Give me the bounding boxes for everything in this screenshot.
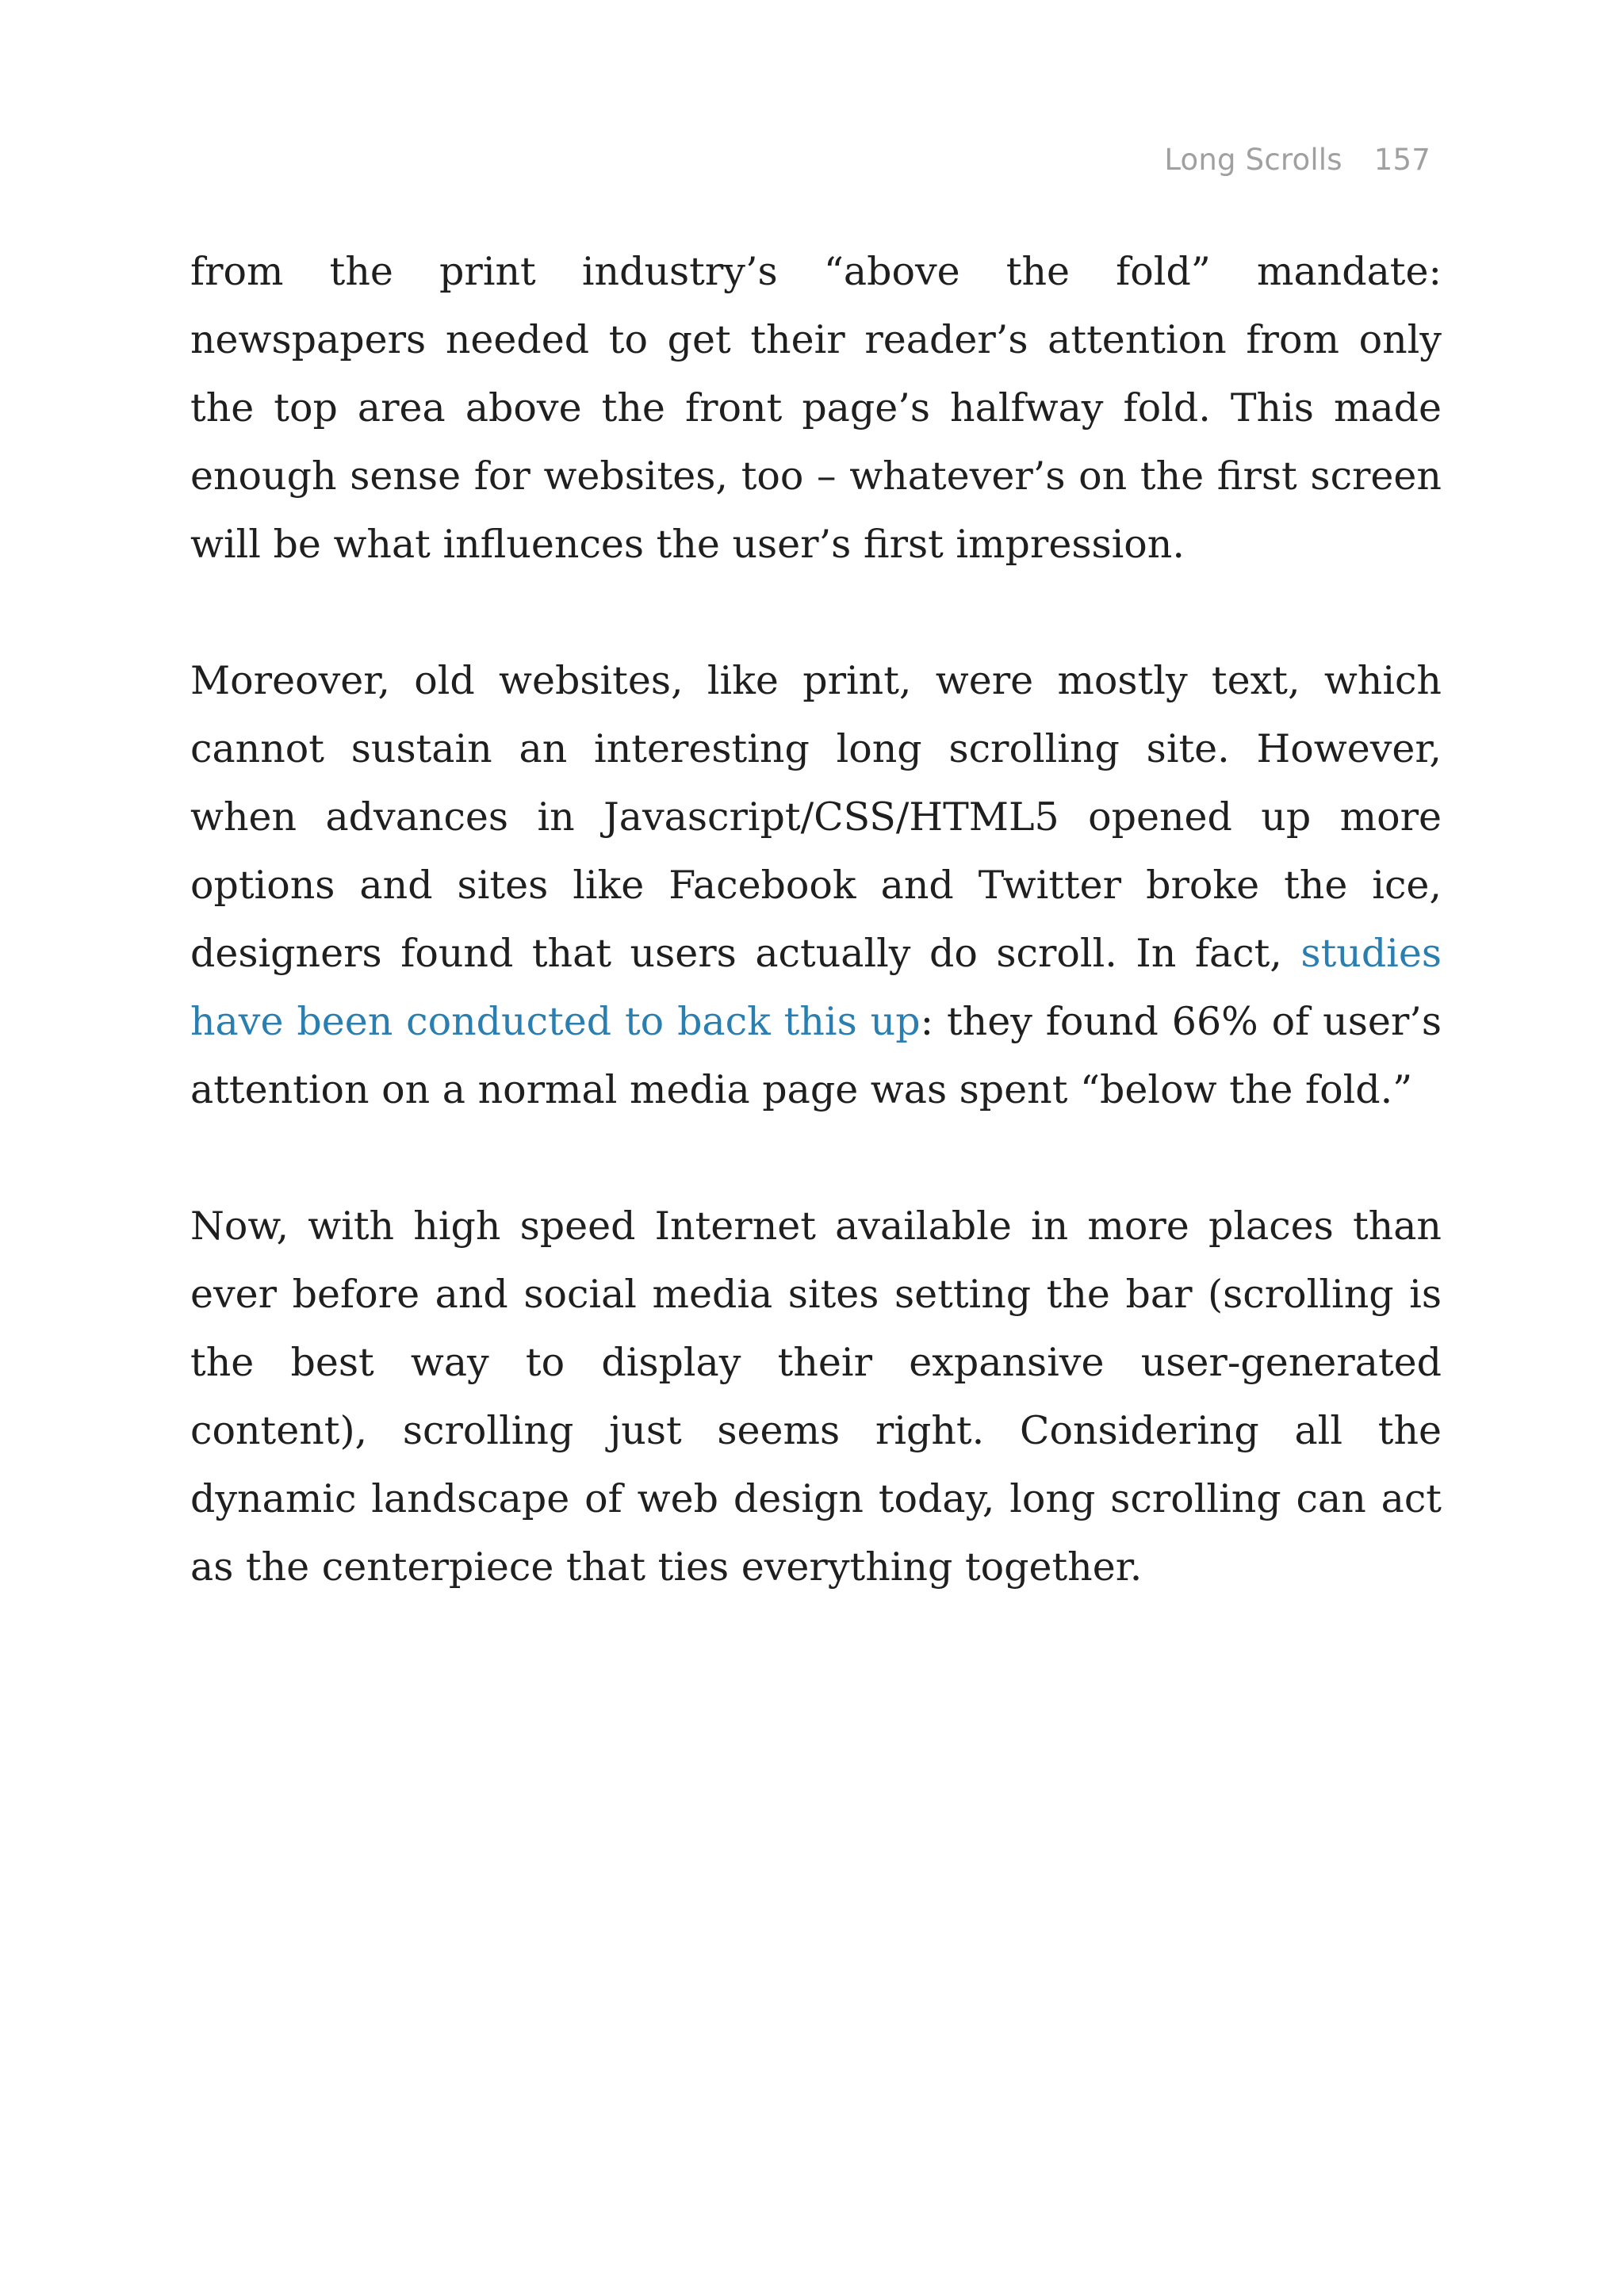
body-text — [190, 238, 1442, 1601]
studies-link[interactable]: studies have been conducted to back this up — [190, 931, 1442, 1044]
paragraph-1: from the print industry’s “above the fold” mandate: newspapers needed to get their reader’s attention from only the top area above the front page’s halfway fold. This made enough sense for websites, too – whatever’s on the first screen will be what influences the user’s first impression. — [190, 249, 1442, 567]
section-title: Long Scrolls — [1164, 143, 1342, 177]
running-header — [1164, 143, 1431, 177]
paragraph-2 — [190, 647, 1442, 1124]
paragraph-2-text-after: : they found 66% of user’s attention on a normal media page was spent “below the fold.” — [190, 999, 1442, 1112]
page-number: 157 — [1373, 143, 1431, 177]
paragraph-2-text-before: Moreover, old websites, like print, were mostly text, which cannot sustain an interesting long scrolling site. However, when advances in Javascript/CSS/HTML5 opened up more options and sites like Facebook and Twitter broke the ice, designers found that users actually do scroll. In fact, — [190, 658, 1442, 976]
paragraph-3: Now, with high speed Internet available in more places than ever before and social media sites setting the bar (scrolling is the best way to display their expansive user-generated content), scrolling just seems right. Considering all the dynamic landscape of web design today, long scrolling can act as the centerpiece that ties everything together. — [190, 1203, 1442, 1590]
